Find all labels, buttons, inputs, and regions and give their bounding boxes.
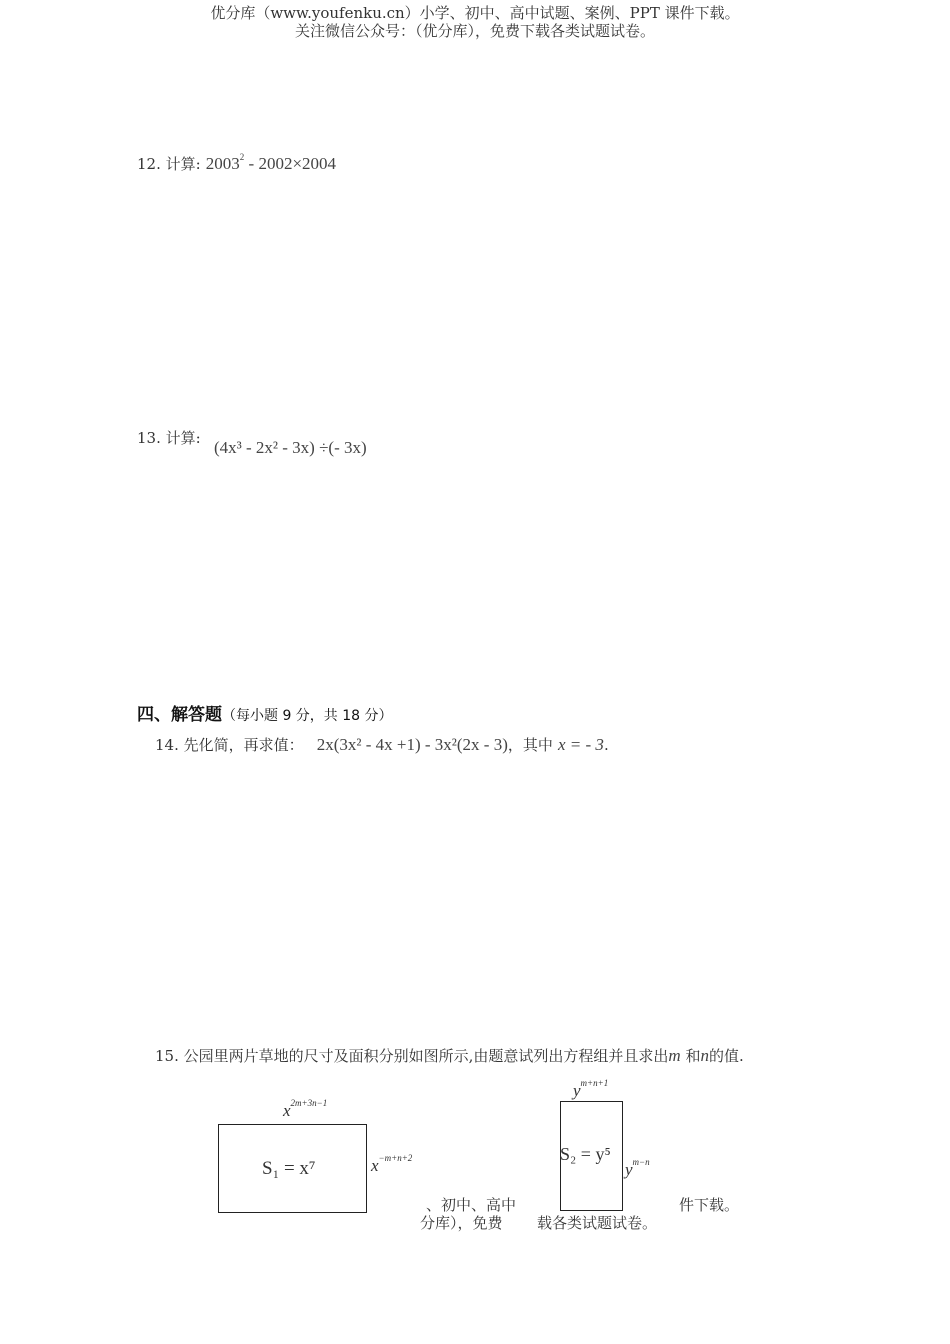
question-15: [155, 1045, 744, 1066]
footer-fragment-1: 、初中、高中: [426, 1196, 517, 1214]
footer-fragment-2: 件下载。: [679, 1196, 740, 1214]
rect2-top-base: y: [573, 1081, 581, 1100]
rect2-right-exponent: m−n: [632, 1157, 650, 1167]
section-4-heading: [137, 700, 393, 725]
question-13-expression: (4x³ - 2x² - 3x) ÷(- 3x): [214, 438, 367, 457]
rect2-area-label: S₂ = y⁵: [560, 1144, 611, 1164]
question-15-tail: 的值.: [708, 1047, 744, 1065]
header-line-2: 关注微信公众号：（优分库），免费下载各类试题试卷。: [294, 22, 655, 40]
rect2-top-exponent: m+n+1: [580, 1078, 609, 1088]
question-14-label: 14. 先化简，再求值：: [155, 736, 304, 754]
question-12-expression: [206, 154, 336, 173]
question-14-condition: x = - 3: [558, 735, 604, 754]
question-14-expression: 2x(3x² - 4x +1) - 3x²(2x - 3): [316, 735, 508, 754]
footer-fragment-4: 载各类试题试卷。: [537, 1214, 658, 1232]
question-15-and: 和: [680, 1047, 701, 1065]
question-15-text: 15. 公园里两片草地的尺寸及面积分别如图所示,由题意试列出方程组并且求出: [155, 1047, 669, 1065]
section-4-subtitle: （每小题 9 分，共 18 分）: [222, 708, 393, 724]
q12-exponent: 2: [239, 152, 245, 162]
question-12: [137, 152, 336, 174]
rect1-top-exponent: 2m+3n−1: [290, 1098, 328, 1108]
rect2-top-dimension: [573, 1078, 608, 1101]
rect1-top-dimension: [283, 1098, 327, 1121]
rect2-right-base: y: [625, 1160, 633, 1179]
question-14: [155, 734, 609, 755]
question-13-label: 13. 计算:: [137, 429, 201, 447]
question-12-label: 12. 计算:: [137, 155, 201, 173]
variable-m: m: [668, 1046, 681, 1065]
rect1-area-label: S₁ = x⁷: [262, 1158, 316, 1179]
header-line-1: 优分库（www.youfenku.cn）小学、初中、高中试题、案例、PPT 课件下载。: [210, 4, 740, 22]
rect1-right-dimension: [371, 1153, 412, 1176]
rect1-right-base: x: [371, 1156, 379, 1175]
rect1-right-exponent: −m+n+2: [378, 1153, 413, 1163]
question-14-period: .: [603, 736, 609, 754]
q12-base: 2003: [205, 154, 240, 173]
rect1-top-base: x: [283, 1101, 291, 1120]
q12-rest: - 2002×2004: [244, 154, 337, 173]
variable-n: n: [700, 1046, 709, 1065]
footer-fragment-3: 分库），免费: [420, 1214, 503, 1232]
question-14-condition-prefix: ，其中: [507, 736, 553, 754]
rect2-right-dimension: [625, 1157, 650, 1180]
section-4-title: 四、解答题: [137, 705, 222, 725]
